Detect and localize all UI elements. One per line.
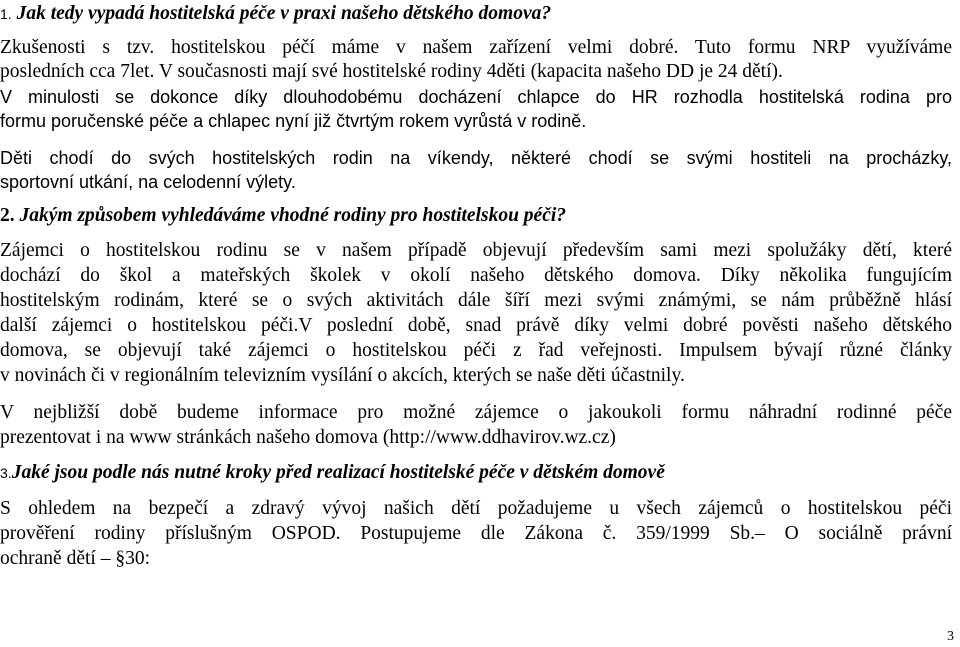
para1-line1: Zkušenosti s tzv. hostitelskou péčí máme v našem zařízení velmi dobré. Tuto formu NRP využíváme (0, 37, 952, 58)
heading-1 (0, 2, 960, 26)
para4-line1: V nejbližší době budeme informace pro možné zájemce o jakoukoli formu náhradní rodinné péče (0, 402, 952, 423)
para5-line3: ochraně dětí – §30: (0, 548, 150, 569)
para2-line1: Děti chodí do svých hostitelských rodin na víkendy, některé chodí se svými hostiteli na procházky, (0, 148, 952, 168)
para4-line2: prezentovat i na www stránkách našeho domova (http://www.ddhavirov.wz.cz) (0, 427, 616, 448)
heading-3-text: Jaké jsou podle nás nutné kroky před realizací hostitelské péče v dětském domově (11, 462, 665, 483)
para1-line4: formu poručenské péče a chlapec nyní již čtvrtým rokem vyrůstá v rodině. (0, 111, 587, 131)
para3-line6: v novinách či v regionálním televizním vysílání o akcích, kterých se naše děti účastnily. (0, 365, 685, 386)
para5-line1: S ohledem na bezpečí a zdravý vývoj našich dětí požadujeme u všech zájemců o hostitelskou péči (0, 498, 952, 519)
para3-line4: další zájemci o hostitelskou péči.V poslední době, snad právě díky velmi dobré pověsti našeho dětského (0, 315, 952, 336)
para3-line5: domova, se objevují také zájemci o hostitelskou péči z řad veřejnosti. Impulsem bývají různé články (0, 340, 952, 361)
heading-2-number: 2. (0, 205, 15, 226)
para5-line2: prověření rodiny příslušným OSPOD. Postupujeme dle Zákona č. 359/1999 Sb.– O sociálně právní (0, 523, 952, 544)
para3-line1: Zájemci o hostitelskou rodinu se v našem případě objevují především sami mezi spolužáky dětí, které (0, 240, 952, 261)
heading-2-text: Jakým způsobem vyhledáváme vhodné rodiny pro hostitelskou péči? (19, 205, 567, 226)
heading-3 (0, 461, 960, 485)
heading-1-text: Jak tedy vypadá hostitelská péče v praxi našeho dětského domova? (16, 3, 552, 24)
heading-1-number: 1. (0, 6, 12, 22)
heading-3-number: 3. (0, 465, 12, 481)
para3-line3: hostitelským rodinám, které se o svých aktivitách dále šíří mezi svými známými, se nám průběžně hlásí (0, 290, 952, 311)
heading-2 (0, 204, 960, 228)
para1-line2: posledních cca 7let. V současnosti mají své hostitelské rodiny 4děti (kapacita našeho DD je 24 dětí). (0, 61, 783, 82)
para1-line3: V minulosti se dokonce díky dlouhodobému docházení chlapce do HR rozhodla hostitelská rodina pro (0, 87, 952, 107)
para3-line2: dochází do škol a mateřských školek v okolí našeho dětského domova. Díky několika fungujícím (0, 265, 952, 286)
para2-line2: sportovní utkání, na celodenní výlety. (0, 172, 296, 192)
page-number: 3 (947, 629, 954, 644)
